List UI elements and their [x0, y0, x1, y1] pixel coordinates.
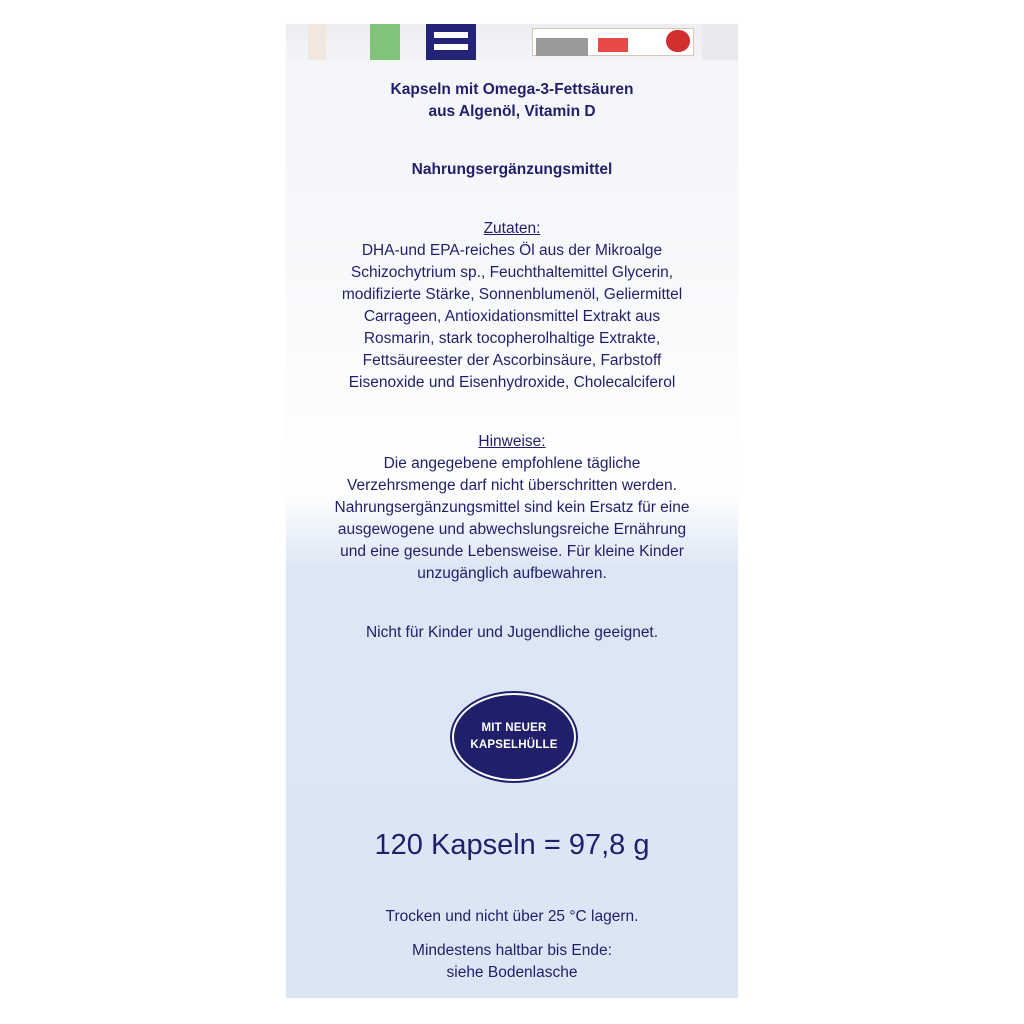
ingredients-heading: Zutaten:	[483, 220, 541, 237]
notes-line: und eine gesunde Lebensweise. Für kleine Kinder	[340, 543, 684, 560]
flap-graphic-red	[598, 38, 628, 52]
notes-line: ausgewogene und abwechslungsreiche Ernährung	[337, 521, 687, 538]
notes-line: Die angegebene empfohlene tägliche	[383, 455, 641, 472]
notes-line: Verzehrsmenge darf nicht überschritten werden.	[347, 477, 677, 494]
flap-graphic-green	[370, 24, 400, 60]
flap-graphic-heart-icon	[666, 30, 690, 52]
quantity-statement: 120 Kapseln = 97,8 g	[374, 829, 650, 861]
flap-graphic-orange	[308, 24, 326, 60]
storage-instruction: Trocken und nicht über 25 °C lagern.	[385, 908, 639, 925]
best-before-line-2: siehe Bodenlasche	[446, 964, 578, 981]
age-warning: Nicht für Kinder und Jugendliche geeignet.	[365, 624, 659, 641]
notes-line: unzugänglich aufbewahren.	[417, 565, 607, 582]
best-before-line-1: Mindestens haltbar bis Ende:	[412, 942, 612, 959]
notes-line: Nahrungsergänzungsmittel sind kein Ersatz für eine	[334, 499, 690, 516]
ingredients-line: Schizochytrium sp., Feuchthaltemittel Glycerin,	[350, 264, 674, 281]
ingredients-line: Rosmarin, stark tocopherolhaltige Extrakte,	[363, 330, 661, 347]
badge-line-2: KAPSELHÜLLE	[470, 739, 558, 751]
flap-graphic-edge	[702, 24, 738, 60]
flap-graphic-brand-logo	[426, 24, 476, 60]
badge-line-1: MIT NEUER	[481, 722, 547, 734]
ingredients-line: Eisenoxide und Eisenhydroxide, Cholecalciferol	[348, 374, 676, 391]
ingredients-line: DHA-und EPA-reiches Öl aus der Mikroalge	[361, 242, 663, 259]
product-description-line-2: aus Algenöl, Vitamin D	[428, 103, 596, 120]
product-description-line-1: Kapseln mit Omega-3-Fettsäuren	[390, 81, 634, 98]
flap-graphic-gray	[536, 38, 588, 56]
top-flap-front-artwork	[286, 24, 738, 60]
ingredients-line: modifizierte Stärke, Sonnenblumenöl, Geliermittel	[341, 286, 683, 303]
ingredients-line: Fettsäureester der Ascorbinsäure, Farbstoff	[362, 352, 662, 369]
notes-heading: Hinweise:	[478, 433, 546, 450]
ingredients-line: Carrageen, Antioxidationsmittel Extrakt aus	[363, 308, 661, 325]
product-category: Nahrungsergänzungsmittel	[411, 161, 613, 178]
new-capsule-badge	[452, 693, 576, 781]
package-back-panel	[286, 24, 738, 998]
